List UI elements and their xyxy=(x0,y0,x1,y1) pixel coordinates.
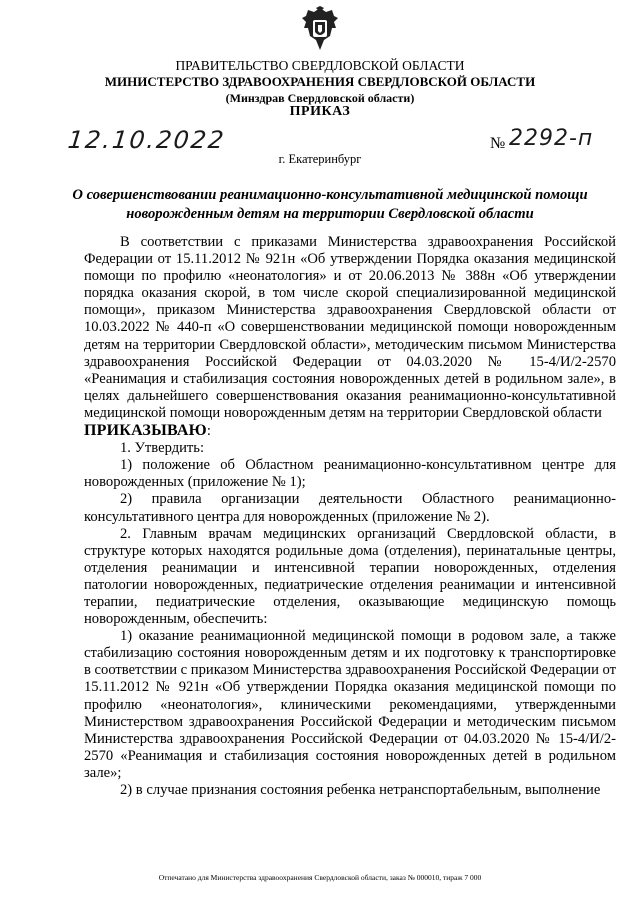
order-date: 12.10.2022 xyxy=(66,126,227,154)
paragraph-2-item-1: 1) оказание реанимационной медицинской помощи в родовом зале, а также стабилизацию состояния новорожденным детям и их подготовку к транспортировке в соответствии с приказом Министерства здравоохранения Российской Федерации от 15.11.2012 № 921н «Об утверждении Порядка оказания медицинской помощи по профилю «неонатология», клиническими рекомендациями, утвержденными Министерством здравоохранения Российской Федерации и методическим письмом Министерства здравоохранения Российской Федерации от 04.03.2020 № 15-4/И/2-2570 «Реанимация и стабилизация состояния новорожденных детей в родильном зале»; xyxy=(84,628,617,781)
paragraph-1-item-1: 1) положение об Областном реанимационно-консультативном центре для новорожденных (приложение № 1); xyxy=(84,457,616,491)
document-title: О совершенствовании реанимационно-консультативной медицинской помощи новорожденным детям на территории Свердловской области xyxy=(72,187,588,222)
document-body xyxy=(84,234,616,799)
government-name: ПРАВИТЕЛЬСТВО СВЕРДЛОВСКОЙ ОБЛАСТИ xyxy=(175,58,465,73)
order-heading xyxy=(84,422,616,440)
coat-of-arms-emblem xyxy=(298,6,342,54)
ministry-short-name: (Минздрав Свердловской области) xyxy=(225,91,415,105)
order-word: ПРИКАЗЫВАЮ xyxy=(84,422,207,440)
order-number: 2292-п xyxy=(509,126,594,151)
print-footer: Отпечатано для Министерства здравоохранения Свердловской области, заказ № 000010, тираж 7 000 xyxy=(158,873,482,882)
paragraph-2: 2. Главным врачам медицинских организаций Свердловской области, в структуре которых находятся родильные дома (отделения), перинатальные центры, отделения реанимации и интенсивной терапии новорожденных, отделения патологии новорожденных, педиатрические отделения реанимации и интенсивной терапии, педиатрические отделения, оказывающие медицинскую помощь новорожденным, обеспечить: xyxy=(84,525,616,628)
preamble: В соответствии с приказами Министерства здравоохранения Российской Федерации от 15.11.2012 № 921н «Об утверждении Порядка оказания медицинской помощи по профилю «неонатология» и от 20.06.2013 № 388н «Об утверждении порядка оказания скорой, в том числе скорой специализированной медицинской помощи», приказом Министерства здравоохранения Свердловской области от 10.03.2022 № 440-п «О совершенствовании медицинской помощи новорожденным детям на территории Свердловской области», методическим письмом Министерства здравоохранения Российской Федерации от 04.03.2020 № 15-4/И/2-2570 «Реанимация и стабилизация состояния новорожденных детей в родильном зале», в целях дальнейшего совершенствования оказания реанимационно-консультативной медицинской помощи новорожденным детям на территории Свердловской области xyxy=(84,234,616,421)
paragraph-1: 1. Утвердить: xyxy=(120,440,205,457)
document-type: ПРИКАЗ xyxy=(289,104,351,119)
order-colon: : xyxy=(206,423,211,440)
paragraph-1-item-2: 2) правила организации деятельности Областного реанимационно-консультативного центра для новорожденных (приложение № 2). xyxy=(84,491,616,525)
order-city: г. Екатеринбург xyxy=(278,152,362,166)
ministry-name: МИНИСТЕРСТВО ЗДРАВООХРАНЕНИЯ СВЕРДЛОВСКОЙ ОБЛАСТИ xyxy=(104,74,536,89)
paragraph-2-item-2: 2) в случае признания состояния ребенка нетранспортабельным, выполнение xyxy=(120,782,601,798)
order-number-label: № xyxy=(490,135,506,152)
